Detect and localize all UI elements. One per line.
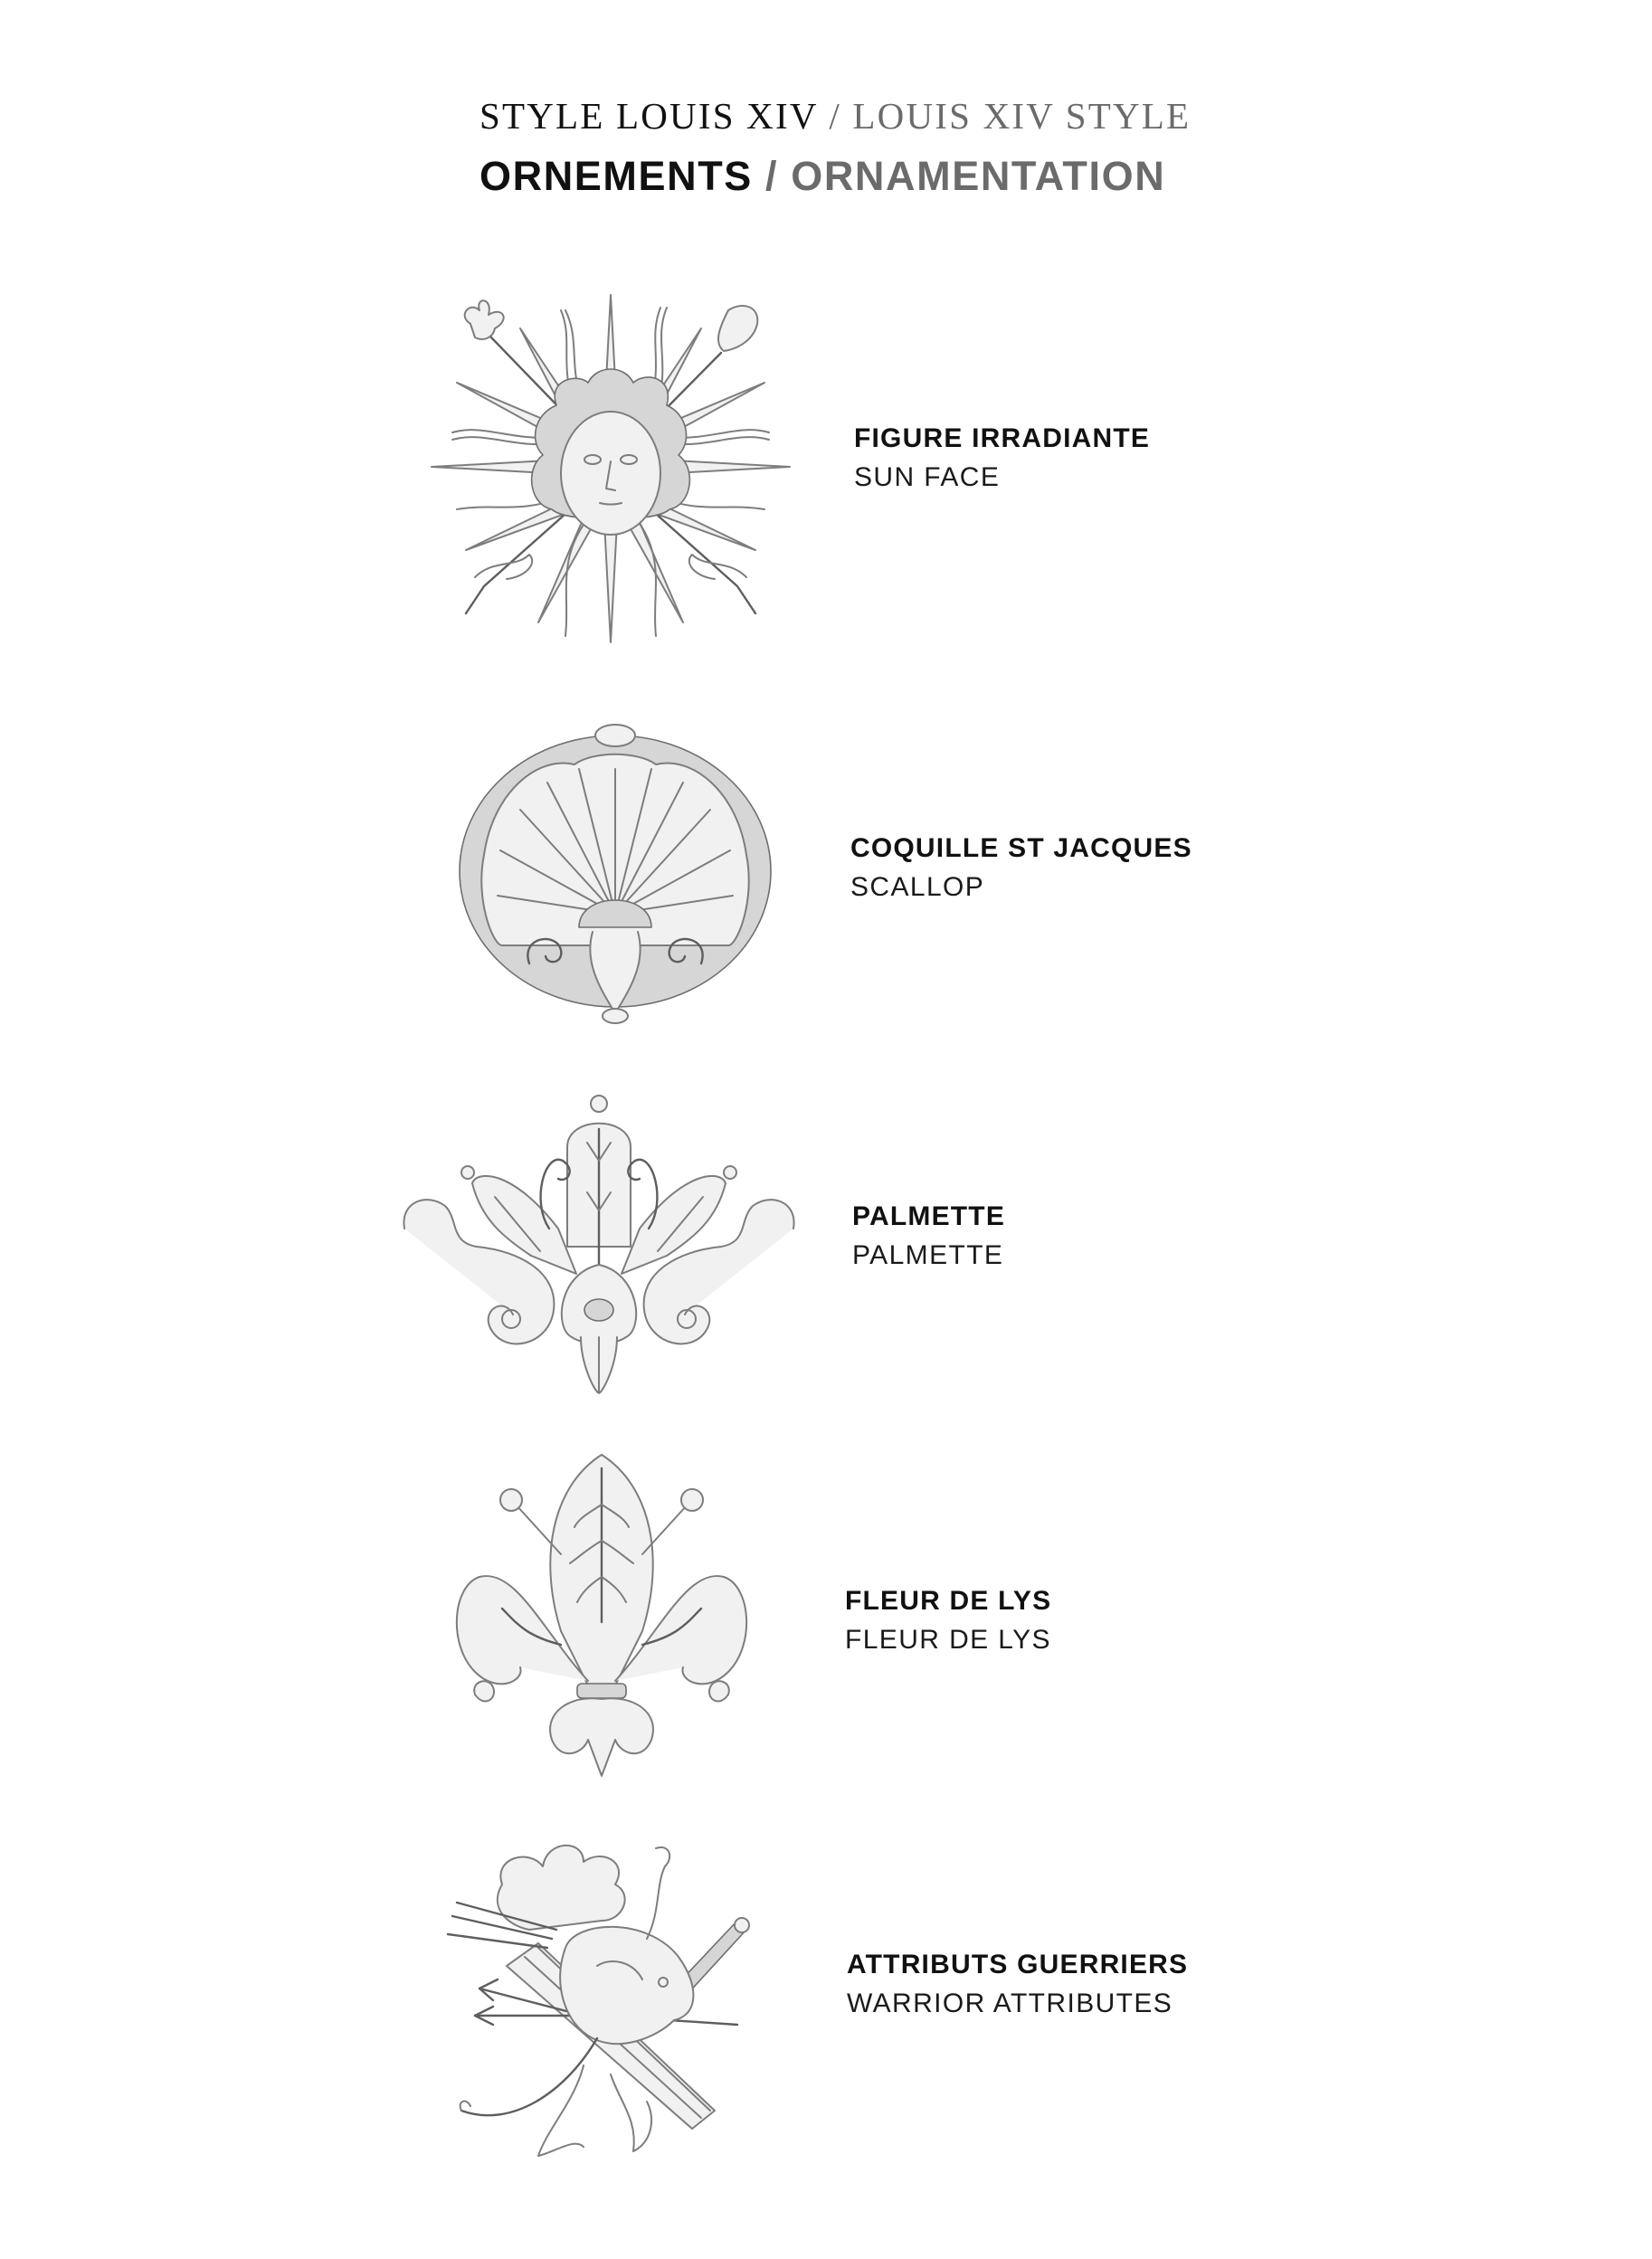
title-style-en: LOUIS XIV STYLE (852, 95, 1192, 137)
palmette-illustration-icon (395, 1093, 802, 1400)
ornament-label (847, 1951, 1188, 2017)
ornament-label (854, 425, 1150, 491)
title-style-fr: STYLE LOUIS XIV (479, 95, 818, 137)
ornament-name-en: PALMETTE (852, 1240, 1004, 1270)
ornament-name-fr: COQUILLE ST JACQUES (850, 833, 1192, 863)
ornament-name-en: SCALLOP (850, 872, 985, 902)
ornament-name-fr: PALMETTE (852, 1201, 1006, 1231)
title-section-en: ORNAMENTATION (791, 153, 1166, 199)
ornament-name-en: FLEUR DE LYS (845, 1625, 1051, 1655)
ornament-name-fr: FIGURE IRRADIANTE (854, 423, 1151, 453)
fleur-de-lys-illustration-icon (452, 1450, 751, 1780)
ornament-label (852, 1203, 1005, 1269)
ornament-label (845, 1588, 1051, 1654)
page-title-style (479, 95, 1192, 137)
title-section-fr: ORNEMENTS (479, 153, 753, 199)
ornament-label (850, 835, 1192, 901)
title-separator: / (752, 153, 792, 199)
page-title-section (479, 153, 1167, 199)
title-separator: / (817, 95, 853, 137)
ornament-name-fr: ATTRIBUTS GUERRIERS (847, 1950, 1189, 1979)
ornament-name-en: SUN FACE (854, 462, 1001, 492)
scallop-shell-illustration-icon (457, 719, 774, 1027)
warrior-attributes-illustration-icon (439, 1830, 755, 2174)
ornament-name-en: WARRIOR ATTRIBUTES (847, 1988, 1173, 2018)
sun-face-illustration-icon (430, 288, 792, 650)
ornament-name-fr: FLEUR DE LYS (845, 1586, 1052, 1616)
